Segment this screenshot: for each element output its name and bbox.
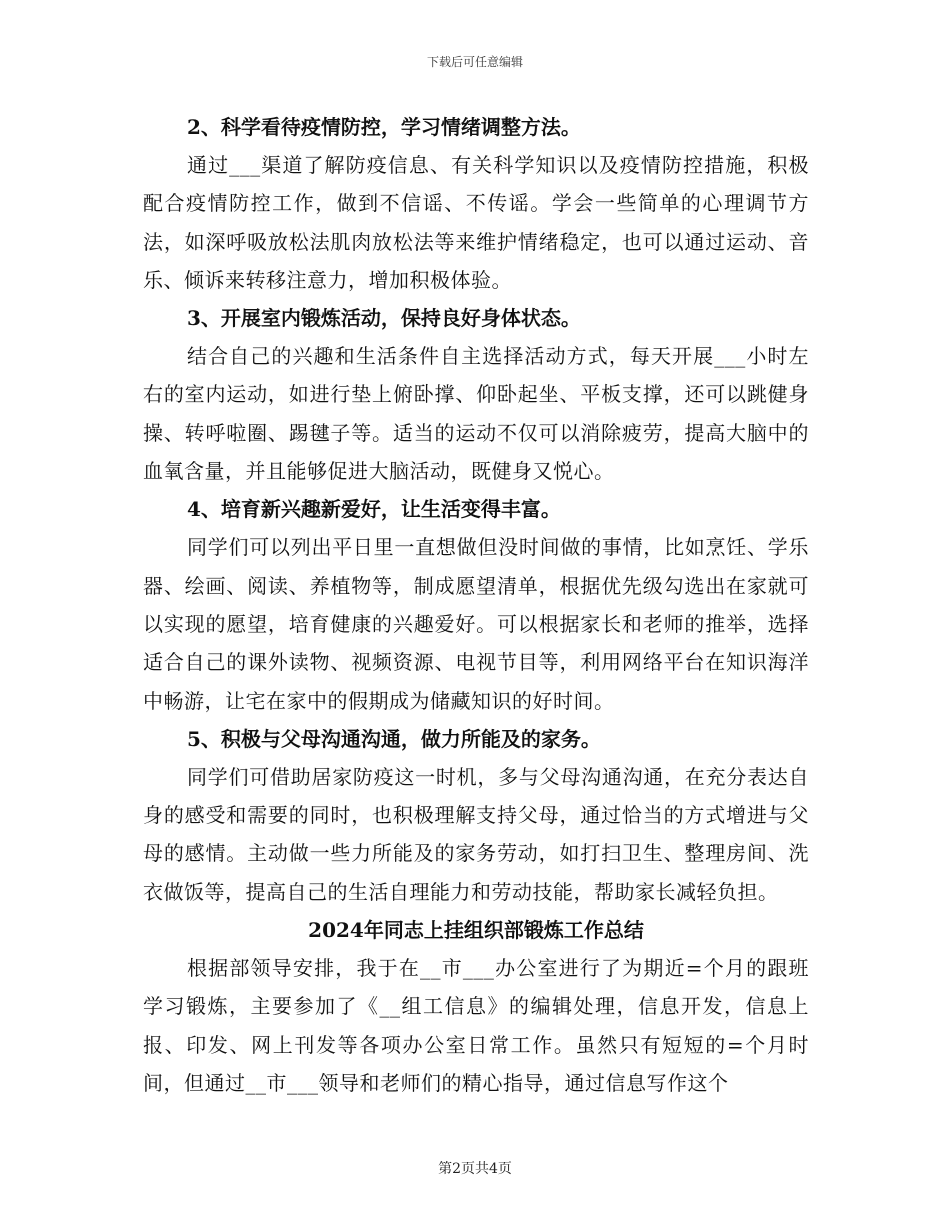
section-heading: 5、积极与父母沟通沟通，做力所能及的家务。 bbox=[187, 726, 601, 751]
section-heading: 2、科学看待疫情防控，学习情绪调整方法。 bbox=[187, 115, 581, 139]
document-paragraph: 根据部领导安排，我于在__市___办公室进行了为期近=个月的跟班学习锻炼，主要参加了《__组工信息》的编辑处理，信息开发，信息上报、印发、网上刊发等各项办公室日常工作。虽然只有短短的=个月时间，但通过__市___领导和老师们的精心指导，通过信息写作这个 bbox=[143, 956, 809, 1095]
section-paragraph: 同学们可借助居家防疫这一时机，多与父母沟通沟通，在充分表达自身的感受和需要的同时，也积极理解支持父母，通过恰当的方式增进与父母的感情。主动做一些力所能及的家务劳动，如打扫卫生、整理房间、洗衣做饭等，提高自己的生活自理能力和劳动技能，帮助家长减轻负担。 bbox=[143, 764, 809, 904]
page-number: 第2页共4页 bbox=[438, 1161, 512, 1177]
section-paragraph: 同学们可以列出平日里一直想做但没时间做的事情，比如烹饪、学乐器、绘画、阅读、养植物等，制成愿望清单，根据优先级勾选出在家就可以实现的愿望，培育健康的兴趣爱好。可以根据家长和老师的推举，选择适合自己的课外读物、视频资源、电视节目等，利用网络平台在知识海洋中畅游，让宅在家中的假期成为储藏知识的好时间。 bbox=[143, 535, 809, 713]
section-paragraph: 通过___渠道了解防疫信息、有关科学知识以及疫情防控措施，积极配合疫情防控工作，做到不信谣、不传谣。学会一些简单的心理调节方法，如深呼吸放松法肌肉放松法等来维护情绪稳定，也可以通过运动、音乐、倾诉来转移注意力，增加积极体验。 bbox=[143, 153, 809, 292]
section-heading: 3、开展室内锻炼活动，保持良好身体状态。 bbox=[187, 306, 581, 331]
document-title: 2024年同志上挂组织部锻炼工作总结 bbox=[308, 918, 644, 943]
page-header: 下载后可任意编辑 bbox=[426, 55, 523, 69]
document-body bbox=[143, 108, 809, 1102]
section-heading: 4、培育新兴趣新爱好，让生活变得丰富。 bbox=[187, 497, 561, 522]
section-paragraph: 结合自己的兴趣和生活条件自主选择活动方式，每天开展___小时左右的室内运动，如进行垫上俯卧撑、仰卧起坐、平板支撑，还可以跳健身操、转呼啦圈、踢毽子等。适当的运动不仅可以消除疲劳，提高大脑中的血氧含量，并且能够促进大脑活动，既健身又悦心。 bbox=[143, 344, 809, 484]
